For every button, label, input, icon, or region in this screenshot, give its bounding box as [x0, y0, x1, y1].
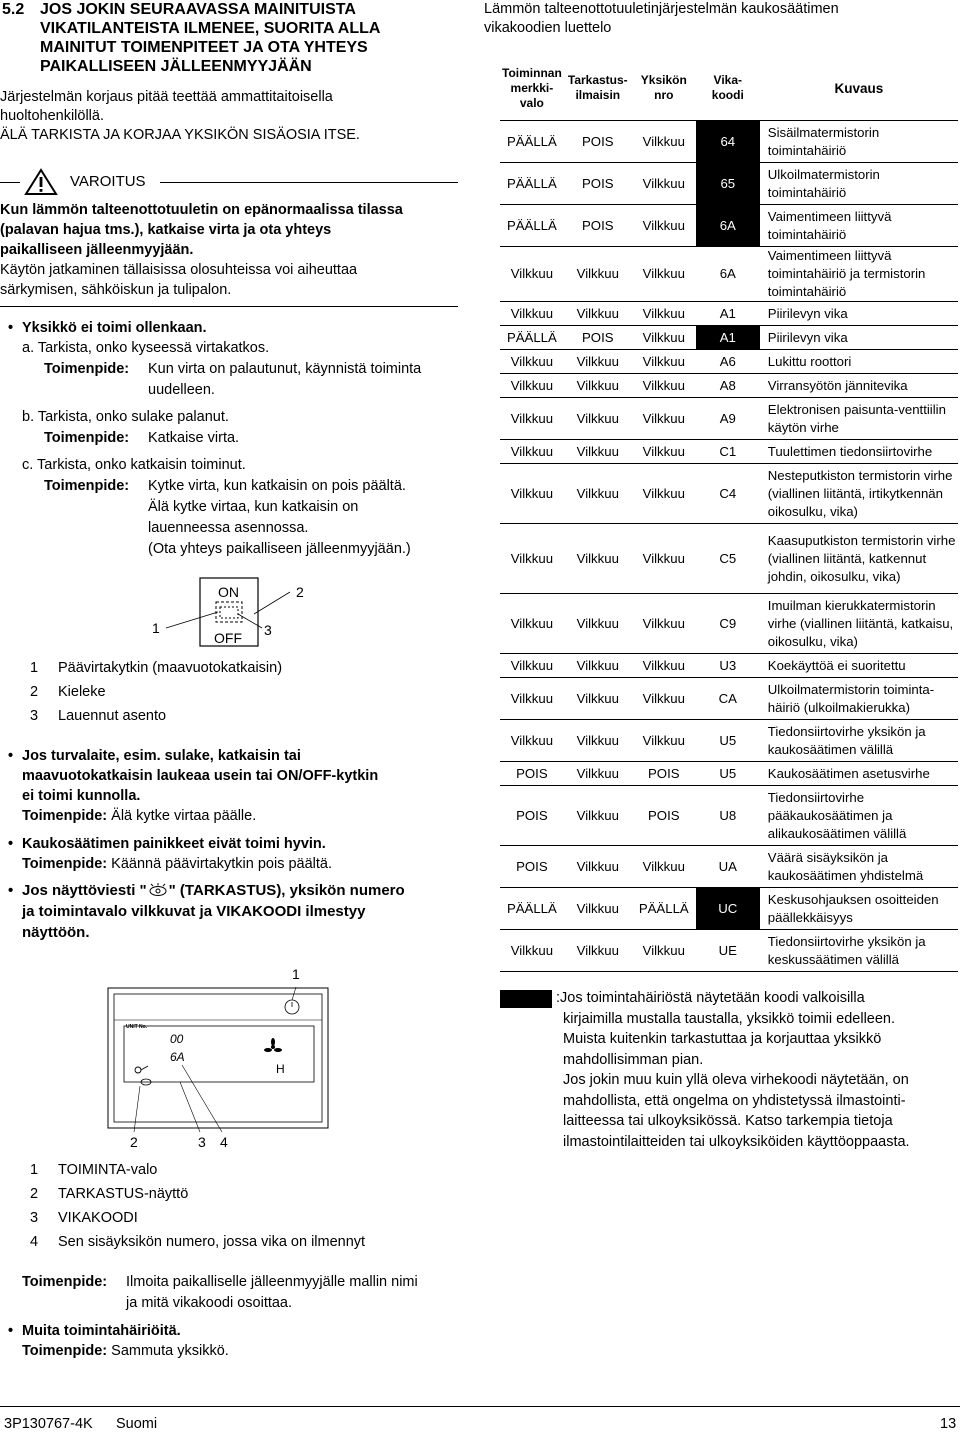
description-cell: Imuilman kierukkatermistorin virhe (viallinen liitäntä, katkaisu, oikosulku, vika) [760, 594, 958, 654]
remote-mode-letter: H [276, 1062, 285, 1076]
error-code-cell: C9 [696, 594, 760, 654]
operation-lamp-cell: PÄÄLLÄ [500, 888, 564, 930]
footer-page-number: 13 [940, 1416, 957, 1432]
inspection-indicator-cell: Vilkkuu [564, 594, 632, 654]
table-row [500, 888, 958, 930]
inspection-indicator-cell: Vilkkuu [564, 302, 632, 326]
header-inspection-indicator: Tarkastus- ilmaisin [564, 56, 632, 121]
section-heading-line: PAIKALLISEEN JÄLLEENMYYJÄÄN [40, 58, 312, 75]
warning-title: VAROITUS [70, 173, 146, 190]
inspection-indicator-cell: Vilkkuu [564, 350, 632, 374]
breaker-switch-figure [140, 574, 310, 650]
intro-line: huoltohenkilöllä. [0, 108, 104, 124]
inspection-indicator-cell: Vilkkuu [564, 247, 632, 302]
unit-no-cell: Vilkkuu [632, 205, 696, 247]
unit-no-cell: Vilkkuu [632, 163, 696, 205]
description-cell: Keskusohjauksen osoitteiden päällekkäisyys [760, 888, 958, 930]
description-cell: Virransyötön jännitevika [760, 374, 958, 398]
header-description: Kuvaus [760, 56, 958, 121]
case1-action-label-a: Toimenpide: [44, 361, 130, 377]
inspection-indicator-cell: Vilkkuu [564, 398, 632, 440]
note-line: ilmastointilaitteiden tai ulkoyksiköiden käyttöoppaasta. [563, 1133, 910, 1150]
case1-action-b: Katkaise virta. [148, 430, 240, 446]
inspection-indicator-cell: POIS [564, 205, 632, 247]
warning-bold-line: (palavan hajua tms.), katkaise virta ja ota yhteys [0, 222, 332, 238]
table-row [500, 205, 958, 247]
case5-action: Toimenpide: Sammuta yksikkö. [22, 1343, 229, 1359]
inspection-indicator-cell: Vilkkuu [564, 846, 632, 888]
warning-line: Käytön jatkaminen tällaisissa olosuhteissa voi aiheuttaa [0, 262, 358, 278]
error-code-cell: A8 [696, 374, 760, 398]
case1-action-label-c: Toimenpide: [44, 478, 130, 494]
operation-lamp-cell: Vilkkuu [500, 464, 564, 524]
switch-legend-item: 3 Lauennut asento [30, 708, 167, 724]
remote-callout-2: 2 [130, 1134, 138, 1150]
operation-lamp-cell: PÄÄLLÄ [500, 326, 564, 350]
operation-lamp-cell: Vilkkuu [500, 654, 564, 678]
table-title-line: vikakoodien luettelo [484, 20, 612, 36]
switch-off-label: OFF [214, 630, 242, 646]
unit-no-cell: Vilkkuu [632, 930, 696, 972]
remote-unit-no-label: UNIT No. [126, 1024, 148, 1030]
switch-legend [30, 656, 282, 728]
case3-title: • Kaukosäätimen painikkeet eivät toimi hyvin. [22, 834, 326, 854]
error-code-cell: U5 [696, 762, 760, 786]
table-row [500, 464, 958, 524]
note-line: Muista kuitenkin tarkastuttaa ja korjauttaa yksikkö [563, 1031, 882, 1047]
inspection-indicator-cell: Vilkkuu [564, 762, 632, 786]
error-code-cell: UE [696, 930, 760, 972]
table-row [500, 374, 958, 398]
operation-lamp-cell: Vilkkuu [500, 720, 564, 762]
error-code-cell: 6A [696, 205, 760, 247]
section-heading-line: VIKATILANTEISTA ILMENEE, SUORITA ALLA [40, 20, 381, 37]
case2-line: • Jos turvalaite, esim. sulake, katkaisin tai [22, 746, 301, 766]
case4-line2: ja toimintavalo vilkkuvat ja VIKAKOODI ilmestyy [22, 903, 366, 920]
unit-no-cell: Vilkkuu [632, 846, 696, 888]
operation-lamp-cell: Vilkkuu [500, 440, 564, 464]
table-row [500, 594, 958, 654]
warning-rule-left [0, 182, 20, 183]
table-row [500, 654, 958, 678]
inspection-indicator-cell: Vilkkuu [564, 464, 632, 524]
error-code-cell: U3 [696, 654, 760, 678]
description-cell: Tiedonsiirtovirhe yksikön ja kaukosäätimen välillä [760, 720, 958, 762]
description-cell: Väärä sisäyksikön ja kaukosäätimen yhdistelmä [760, 846, 958, 888]
description-cell: Piirilevyn vika [760, 326, 958, 350]
intro-line: ÄLÄ TARKISTA JA KORJAA YKSIKÖN SISÄOSIA ITSE. [0, 127, 360, 143]
description-cell: Ulkoilmatermistorin toimintahäiriö [760, 163, 958, 205]
operation-lamp-cell: Vilkkuu [500, 678, 564, 720]
operation-lamp-cell: POIS [500, 786, 564, 846]
inspection-indicator-cell: Vilkkuu [564, 654, 632, 678]
remote-legend [30, 1158, 365, 1254]
remote-unit-digits: 00 [170, 1032, 184, 1046]
description-cell: Tuulettimen tiedonsiirtovirhe [760, 440, 958, 464]
warning-rule-right [160, 182, 458, 183]
table-row [500, 398, 958, 440]
unit-no-cell: Vilkkuu [632, 654, 696, 678]
inspection-indicator-cell: Vilkkuu [564, 888, 632, 930]
unit-no-cell: Vilkkuu [632, 350, 696, 374]
table-row [500, 326, 958, 350]
switch-legend-item: 1 Päävirtakytkin (maavuotokatkaisin) [30, 660, 283, 676]
remote-legend-item: 4 Sen sisäyksikön numero, jossa vika on ilmennyt [30, 1234, 366, 1250]
description-cell: Tiedonsiirtovirhe yksikön ja keskussäätimen välillä [760, 930, 958, 972]
remote-callout-4: 4 [220, 1134, 228, 1150]
table-row [500, 163, 958, 205]
inspection-indicator-cell: POIS [564, 163, 632, 205]
unit-no-cell: Vilkkuu [632, 247, 696, 302]
table-row [500, 524, 958, 594]
error-code-cell: A1 [696, 326, 760, 350]
warning-bold-line: paikalliseen jälleenmyyjään. [0, 242, 194, 258]
table-row [500, 247, 958, 302]
table-row [500, 762, 958, 786]
remote-legend-item: 1 TOIMINTA-valo [30, 1162, 158, 1178]
error-code-cell: 6A [696, 247, 760, 302]
operation-lamp-cell: Vilkkuu [500, 302, 564, 326]
description-cell: Tiedonsiirtovirhe pääkaukosäätimen ja alikaukosäätimen välillä [760, 786, 958, 846]
case1-check-b: b. Tarkista, onko sulake palanut. [22, 409, 229, 425]
case1-action-c-line: Älä kytke virtaa, kun katkaisin on [148, 499, 359, 515]
case1-action-c-line: Kytke virta, kun katkaisin on pois päältä. [148, 478, 406, 494]
section-heading [40, 0, 380, 76]
header-unit-no: Yksikön nro [632, 56, 696, 121]
section-number: 5.2 [2, 1, 25, 18]
case1-check-c: c. Tarkista, onko katkaisin toiminut. [22, 457, 246, 473]
switch-legend-item: 2 Kieleke [30, 684, 106, 700]
switch-callout-1: 1 [152, 620, 160, 636]
unit-no-cell: Vilkkuu [632, 440, 696, 464]
unit-no-cell: Vilkkuu [632, 121, 696, 163]
table-row [500, 440, 958, 464]
remote-callout-3: 3 [198, 1134, 206, 1150]
note-text [556, 988, 910, 1152]
remote-controller-diagram [100, 960, 340, 1155]
unit-no-cell: Vilkkuu [632, 464, 696, 524]
warning-body [0, 200, 403, 300]
description-cell: Lukittu roottori [760, 350, 958, 374]
description-cell: Elektronisen paisunta-venttiilin käytön virhe [760, 398, 958, 440]
inspection-indicator-cell: POIS [564, 326, 632, 350]
operation-lamp-cell: POIS [500, 762, 564, 786]
note-line: :Jos toimintahäiriöstä näytetään koodi valkoisilla [556, 990, 865, 1006]
operation-lamp-cell: Vilkkuu [500, 594, 564, 654]
unit-no-cell: Vilkkuu [632, 594, 696, 654]
unit-no-cell: POIS [632, 762, 696, 786]
footer-rule [0, 1406, 960, 1407]
description-cell: Vaimentimeen liittyvä toimintahäiriö [760, 205, 958, 247]
error-code-cell: 64 [696, 121, 760, 163]
description-cell: Ulkoilmatermistorin toiminta-häiriö (ulkoilmakierukka) [760, 678, 958, 720]
description-cell: Piirilevyn vika [760, 302, 958, 326]
description-cell: Nesteputkiston termistorin virhe (viallinen liitäntä, irtikytkennän oikosulku, vika) [760, 464, 958, 524]
table-title-line: Lämmön talteenottotuuletinjärjestelmän kaukosäätimen [484, 1, 839, 17]
unit-no-cell: Vilkkuu [632, 326, 696, 350]
note-line: laitteessa tai ulkoyksikössä. Katso tarkempia tietoja [563, 1113, 893, 1129]
error-code-cell: U5 [696, 720, 760, 762]
inspection-indicator-cell: Vilkkuu [564, 720, 632, 762]
section-heading-line: JOS JOKIN SEURAAVASSA MAINITUISTA [40, 1, 356, 18]
description-cell: Vaimentimeen liittyvä toimintahäiriö ja termistorin toimintahäiriö [760, 247, 958, 302]
case1-action-a-line: Kun virta on palautunut, käynnistä toiminta [148, 361, 422, 377]
inverted-code-swatch [500, 990, 552, 1008]
case1-title: • Yksikkö ei toimi ollenkaan. [22, 318, 207, 338]
remote-legend-item: 3 VIKAKOODI [30, 1210, 138, 1226]
warning-line: särkymisen, sähköiskun ja tulipalon. [0, 282, 232, 298]
unit-no-cell: PÄÄLLÄ [632, 888, 696, 930]
error-code-cell: 65 [696, 163, 760, 205]
case1-action-c-line: lauenneessa asennossa. [148, 520, 309, 536]
case4-line3: näyttöön. [22, 924, 90, 941]
operation-lamp-cell: Vilkkuu [500, 374, 564, 398]
error-code-cell: UA [696, 846, 760, 888]
description-cell: Koekäyttöä ei suoritettu [760, 654, 958, 678]
operation-lamp-cell: Vilkkuu [500, 350, 564, 374]
inspection-indicator-cell: Vilkkuu [564, 524, 632, 594]
description-cell: Sisäilmatermistorin toimintahäiriö [760, 121, 958, 163]
error-code-cell: C4 [696, 464, 760, 524]
remote-controller-figure [100, 960, 340, 1155]
table-row [500, 121, 958, 163]
intro-text [0, 88, 360, 145]
unit-no-cell: Vilkkuu [632, 720, 696, 762]
intro-line: Järjestelmän korjaus pitää teettää ammattitaitoisella [0, 89, 333, 105]
switch-on-label: ON [218, 584, 239, 600]
header-error-code: Vika- koodi [696, 56, 760, 121]
table-row [500, 786, 958, 846]
note-line: kirjaimilla mustalla taustalla, yksikkö toimii edelleen. [563, 1010, 896, 1027]
error-code-cell: C5 [696, 524, 760, 594]
error-code-table [500, 56, 958, 972]
unit-no-cell: POIS [632, 786, 696, 846]
case3-action: Toimenpide: Käännä päävirtakytkin pois päältä. [22, 856, 333, 872]
case2-line: maavuotokatkaisin laukeaa usein tai ON/OFF-kytkin [22, 768, 379, 784]
table-header-row [500, 56, 958, 121]
table-row [500, 846, 958, 888]
operation-lamp-cell: PÄÄLLÄ [500, 163, 564, 205]
description-cell: Kaukosäätimen asetusvirhe [760, 762, 958, 786]
description-cell: Kaasuputkiston termistorin virhe (viallinen liitäntä, katkennut johdin, oikosulku, vika) [760, 524, 958, 594]
warning-bold-line: Kun lämmön talteenottotuuletin on epänormaalissa tilassa [0, 202, 403, 218]
error-code-cell: A6 [696, 350, 760, 374]
footer-language: Suomi [116, 1416, 158, 1432]
warning-triangle-icon [24, 168, 58, 196]
operation-lamp-cell: POIS [500, 846, 564, 888]
case5-title: • Muita toimintahäiriöitä. [22, 1321, 181, 1341]
final-action-line: Ilmoita paikalliselle jälleenmyyjälle mallin nimi [126, 1274, 418, 1290]
remote-callout-1: 1 [292, 966, 300, 982]
switch-callout-2: 2 [296, 584, 304, 600]
header-operation-lamp: Toiminnan merkki- valo [500, 56, 564, 121]
operation-lamp-cell: Vilkkuu [500, 524, 564, 594]
final-action-line: ja mitä vikakoodi osoittaa. [126, 1295, 293, 1311]
table-row [500, 350, 958, 374]
inspection-eye-icon [147, 883, 169, 897]
unit-no-cell: Vilkkuu [632, 678, 696, 720]
inspection-indicator-cell: Vilkkuu [564, 678, 632, 720]
operation-lamp-cell: PÄÄLLÄ [500, 205, 564, 247]
table-row [500, 720, 958, 762]
section-heading-line: MAINITUT TOIMENPITEET JA OTA YHTEYS [40, 39, 368, 56]
footer-doc-code: 3P130767-4K [4, 1416, 93, 1432]
inspection-indicator-cell: Vilkkuu [564, 440, 632, 464]
error-code-cell: A1 [696, 302, 760, 326]
case1-action-label-b: Toimenpide: [44, 430, 130, 446]
error-code-cell: U8 [696, 786, 760, 846]
error-code-cell: C1 [696, 440, 760, 464]
inspection-indicator-cell: Vilkkuu [564, 374, 632, 398]
unit-no-cell: Vilkkuu [632, 302, 696, 326]
case4-line1: • Jos näyttöviesti " " (TARKASTUS), yksikön numero [22, 881, 405, 901]
error-code-cell: A9 [696, 398, 760, 440]
note-line: mahdollisimman pian. [563, 1051, 704, 1068]
inspection-indicator-cell: Vilkkuu [564, 930, 632, 972]
operation-lamp-cell: PÄÄLLÄ [500, 121, 564, 163]
unit-no-cell: Vilkkuu [632, 524, 696, 594]
case1-action-a-line: uudelleen. [148, 382, 215, 398]
remote-legend-item: 2 TARKASTUS-näyttö [30, 1186, 189, 1202]
table-body [500, 121, 958, 972]
inspection-indicator-cell: Vilkkuu [564, 786, 632, 846]
switch-callout-3: 3 [264, 622, 272, 638]
final-action-label: Toimenpide: [22, 1274, 108, 1290]
table-row [500, 302, 958, 326]
warning-rule-bottom [0, 306, 458, 307]
error-code-cell: UC [696, 888, 760, 930]
note-line: Jos jokin muu kuin yllä oleva virhekoodi näytetään, on [563, 1072, 909, 1088]
inspection-indicator-cell: POIS [564, 121, 632, 163]
table-row [500, 930, 958, 972]
case1-action-c-line: (Ota yhteys paikalliseen jälleenmyyjään.) [148, 541, 411, 557]
operation-lamp-cell: Vilkkuu [500, 398, 564, 440]
note-line: mahdollista, että ongelma on yhdistetyssä ilmastointi- [563, 1092, 906, 1109]
error-code-cell: CA [696, 678, 760, 720]
unit-no-cell: Vilkkuu [632, 398, 696, 440]
table-row [500, 678, 958, 720]
case2-line: ei toimi kunnolla. [22, 788, 141, 804]
case2-action: Toimenpide: Älä kytke virtaa päälle. [22, 808, 257, 824]
operation-lamp-cell: Vilkkuu [500, 247, 564, 302]
case1-check-a: a. Tarkista, onko kyseessä virtakatkos. [22, 340, 270, 356]
unit-no-cell: Vilkkuu [632, 374, 696, 398]
operation-lamp-cell: Vilkkuu [500, 930, 564, 972]
remote-code-digits: 6A [170, 1050, 185, 1064]
left-column [0, 0, 470, 1380]
